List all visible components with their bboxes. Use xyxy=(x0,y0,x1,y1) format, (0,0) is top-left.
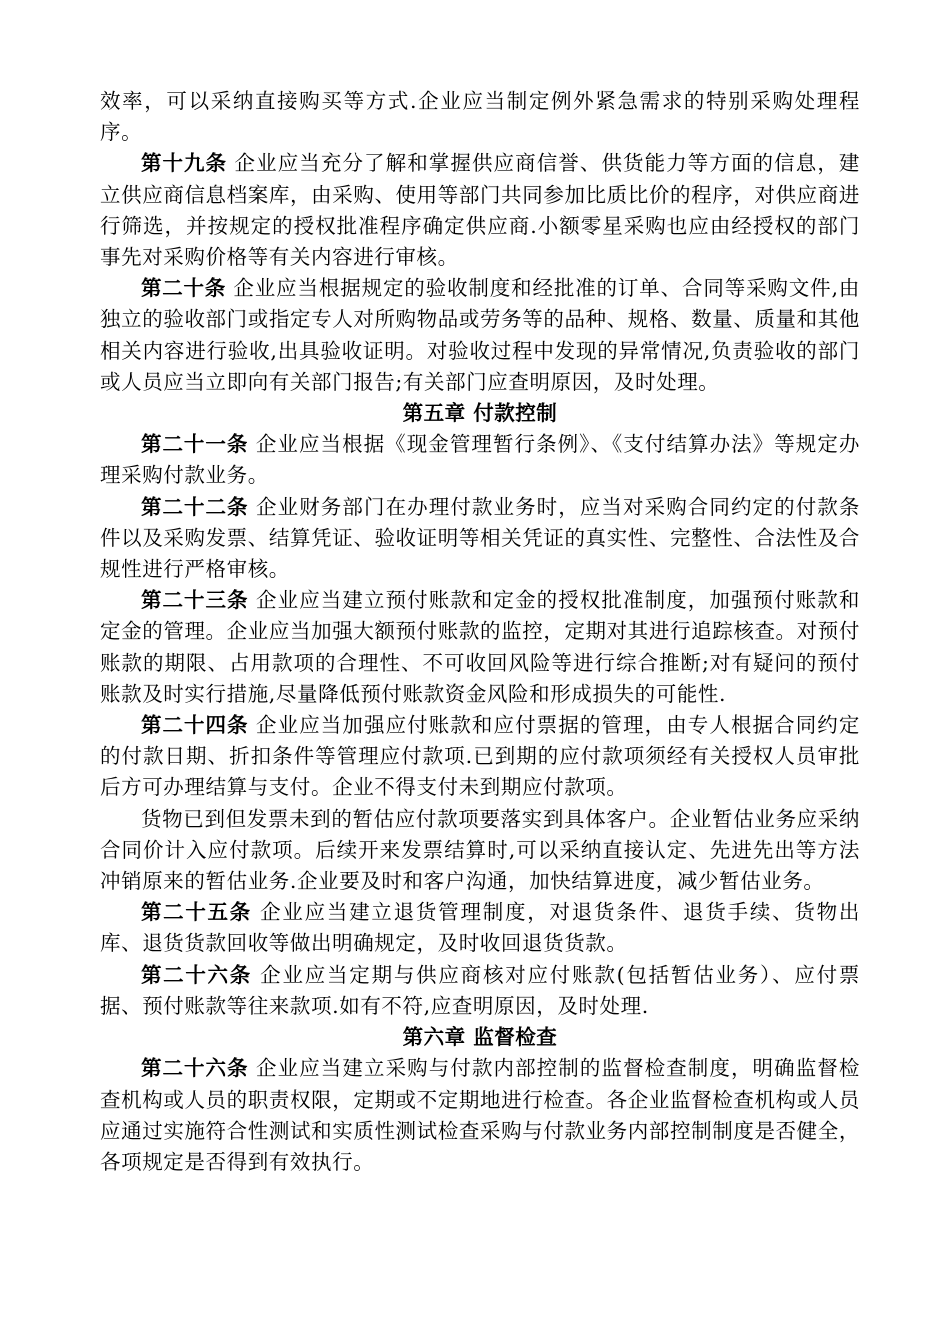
chapter-6-heading: 第六章 监督检查 xyxy=(402,1025,558,1050)
article-19 xyxy=(100,148,860,273)
article-21 xyxy=(100,429,860,491)
article-23-number: 第二十三条 xyxy=(141,588,249,613)
article-19-number: 第十九条 xyxy=(141,151,227,176)
document-page xyxy=(100,86,860,1178)
article-22-text: 企业财务部门在办理付款业务时，应当对采购合同约定的付款条件以及采购发票、结算凭证、验收证明等相关凭证的真实性、完整性、合法性及合规性进行严格审核。 xyxy=(100,494,860,582)
article-22-number: 第二十二条 xyxy=(141,494,249,519)
article-23-text: 企业应当建立预付账款和定金的授权批准制度，加强预付账款和定金的管理。企业应当加强大额预付账款的监控，定期对其进行追踪核查。对预付账款的期限、占用款项的合理性、不可收回风险等进行综合推断;对有疑问的预付账款及时实行措施,尽量降低预付账款资金风险和形成损失的可能性. xyxy=(100,588,860,706)
article-25-text: 企业应当建立退货管理制度，对退货条件、退货手续、货物出库、退货货款回收等做出明确规定，及时收回退货货款。 xyxy=(100,900,860,956)
article-26-second xyxy=(100,1053,860,1178)
article-26-second-text: 企业应当建立采购与付款内部控制的监督检查制度，明确监督检查机构或人员的职责权限，定期或不定期地进行检查。各企业监督检查机构或人员应通过实施符合性测试和实质性测试检查采购与付款业务内部控制制度是否健全，各项规定是否得到有效执行。 xyxy=(100,1056,860,1174)
article-25 xyxy=(100,897,860,959)
article-26-second-number: 第二十六条 xyxy=(141,1056,249,1081)
paragraph-estimate: 货物已到但发票未到的暂估应付款项要落实到具体客户。企业暂估业务应采纳合同价计入应付款项。后续开来发票结算时,可以采纳直接认定、先进先出等方法冲销原来的暂估业务.企业要及时和客户沟通，加快结算进度，减少暂估业务。 xyxy=(100,806,860,894)
article-21-number: 第二十一条 xyxy=(141,432,249,457)
article-20 xyxy=(100,273,860,398)
paragraph-intro: 效率，可以采纳直接购买等方式.企业应当制定例外紧急需求的特别采购处理程序。 xyxy=(100,89,860,145)
article-24 xyxy=(100,710,860,804)
article-23 xyxy=(100,585,860,710)
article-26-first-number: 第二十六条 xyxy=(141,962,252,987)
chapter-5-heading: 第五章 付款控制 xyxy=(402,401,558,426)
article-21-text: 企业应当根据《现金管理暂行条例》、《支付结算办法》等规定办理采购付款业务。 xyxy=(100,432,861,488)
article-19-text: 企业应当充分了解和掌握供应商信誉、供货能力等方面的信息，建立供应商信息档案库，由采购、使用等部门共同参加比质比价的程序，对供应商进行筛选，并按规定的授权批准程序确定供应商.小额零星采购也应由经授权的部门事先对采购价格等有关内容进行审核。 xyxy=(100,151,860,270)
article-20-text: 企业应当根据规定的验收制度和经批准的订单、合同等采购文件,由独立的验收部门或指定专人对所购物品或劳务等的品种、规格、数量、质量和其他相关内容进行验收,出具验收证明。对验收过程中发现的异常情况,负责验收的部门或人员应当立即向有关部门报告;有关部门应查明原因，及时处理。 xyxy=(100,276,860,394)
article-26-first xyxy=(100,960,860,1022)
article-24-text: 企业应当加强应付账款和应付票据的管理，由专人根据合同约定的付款日期、折扣条件等管理应付款项.已到期的应付款项须经有关授权人员审批后方可办理结算与支付。企业不得支付未到期应付款项。 xyxy=(100,713,860,800)
article-24-number: 第二十四条 xyxy=(141,713,249,738)
article-25-number: 第二十五条 xyxy=(141,900,252,925)
article-26-first-text: 企业应当定期与供应商核对应付账款(包括暂估业务）、应付票据、预付账款等往来款项.如有不符,应查明原因，及时处理. xyxy=(100,962,860,1018)
article-22 xyxy=(100,492,860,586)
article-20-number: 第二十条 xyxy=(141,276,227,301)
